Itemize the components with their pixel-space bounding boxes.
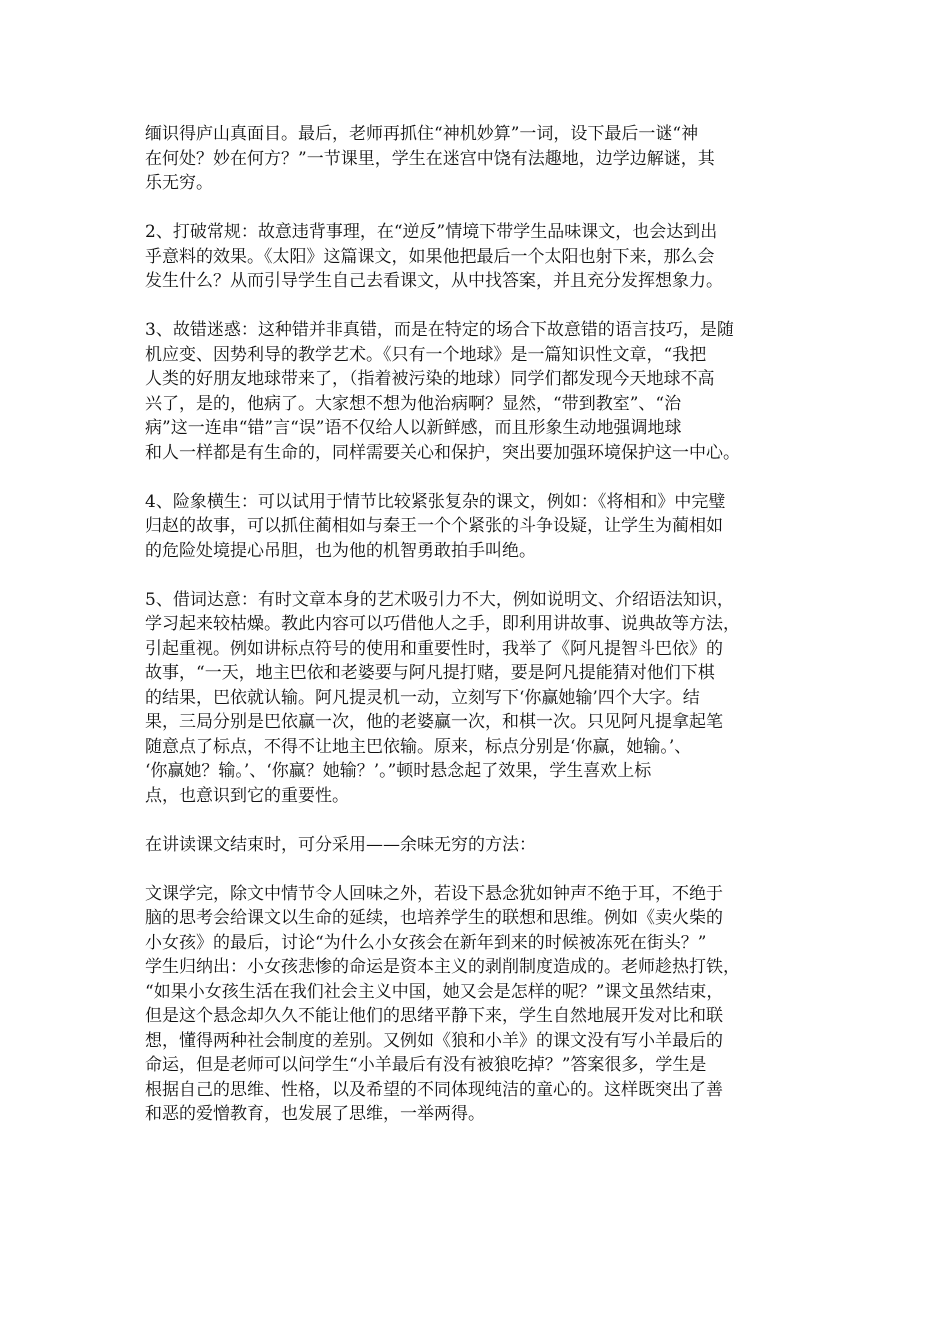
paragraph-5 bbox=[145, 588, 805, 809]
paragraph-1 bbox=[145, 122, 805, 196]
paragraph-7 bbox=[145, 882, 805, 1127]
paragraph-2 bbox=[145, 220, 805, 294]
text-line: 的结果，巴依就认输。阿凡提灵机一动，立刻写下‘你赢她输’四个大字。结 bbox=[145, 687, 700, 708]
document-page bbox=[145, 122, 805, 1151]
text-line: 但是这个悬念却久久不能让他们的思绪平静下来，学生自然地展开发对比和联 bbox=[145, 1006, 723, 1026]
text-line: 脑的思考会给课文以生命的延续，也培养学生的联想和思维。例如《卖火柴的 bbox=[145, 908, 723, 928]
text-line: 病”这一连串“错”言“误”语不仅给人以新鲜感，而且形象生动地强调地球 bbox=[145, 418, 682, 438]
text-line: 想，懂得两种社会制度的差别。又例如《狼和小羊》的课文没有写小羊最后的 bbox=[145, 1030, 723, 1051]
paragraph-6 bbox=[145, 833, 805, 858]
text-line: 3、故错迷惑：这种错并非真错，而是在特定的场合下故意错的语言技巧，是随 bbox=[145, 320, 734, 340]
text-line: 点，也意识到它的重要性。 bbox=[145, 785, 349, 806]
text-line: 4、险象横生：可以试用于情节比较紧张复杂的课文，例如：《将相和》中完璧 bbox=[145, 491, 726, 512]
text-line: 和人一样都是有生命的，同样需要关心和保护，突出要加强环境保护这一中心。 bbox=[145, 442, 740, 463]
paragraph-3 bbox=[145, 318, 805, 465]
text-line: 学习起来较枯燥。教此内容可以巧借他人之手，即利用讲故事、说典故等方法， bbox=[145, 614, 740, 634]
text-line: 引起重视。例如讲标点符号的使用和重要性时，我举了《阿凡提智斗巴依》的 bbox=[145, 638, 723, 659]
text-line: 在何处？妙在何方？”一节课里，学生在迷宫中饶有法趣地，边学边解谜，其 bbox=[145, 148, 715, 169]
text-line: 小女孩》的最后，讨论“为什么小女孩会在新年到来的时候被冻死在街头？” bbox=[145, 932, 707, 953]
text-line: 5、借词达意：有时文章本身的艺术吸引力不大，例如说明文、介绍语法知识， bbox=[145, 589, 734, 610]
text-line: 2、打破常规：故意违背事理，在“逆反”情境下带学生品味课文，也会达到出 bbox=[145, 222, 718, 242]
text-line: ‘你赢她？输。’、‘你赢？她输？’。”顿时悬念起了效果，学生喜欢上标 bbox=[145, 761, 652, 781]
text-line: 和恶的爱憎教育，也发展了思维，一举两得。 bbox=[145, 1104, 485, 1124]
text-line: 人类的好朋友地球带来了，（指着被污染的地球）同学们都发现今天地球不高 bbox=[145, 369, 715, 389]
text-line: 的危险处境提心吊胆，也为他的机智勇敢拍手叫绝。 bbox=[145, 540, 536, 561]
text-line: 乎意料的效果。《太阳》这篇课文，如果他把最后一个太阳也射下来，那么会 bbox=[145, 246, 715, 267]
paragraph-4 bbox=[145, 490, 805, 564]
text-line: 归赵的故事，可以抓住蔺相如与秦王一个个紧张的斗争设疑，让学生为蔺相如 bbox=[145, 516, 723, 536]
text-line: 随意点了标点，不得不让地主巴依输。原来，标点分别是‘你赢，她输。’、 bbox=[145, 736, 692, 757]
text-line: 故事，“一天，地主巴依和老婆要与阿凡提打赌，要是阿凡提能猜对他们下棋 bbox=[145, 663, 715, 683]
text-line: 学生归纳出：小女孩悲惨的命运是资本主义的剥削制度造成的。老师趁热打铁， bbox=[145, 957, 740, 977]
text-line: 乐无穷。 bbox=[145, 173, 213, 193]
text-line: “如果小女孩生活在我们社会主义中国，她又会是怎样的呢？”课文虽然结束， bbox=[145, 981, 724, 1002]
text-line: 发生什么？从而引导学生自己去看课文，从中找答案，并且充分发挥想象力。 bbox=[145, 271, 723, 291]
text-line: 缅识得庐山真面目。最后，老师再抓住“神机妙算”一词，设下最后一谜“神 bbox=[145, 124, 699, 144]
text-line: 兴了，是的，他病了。大家想不想为他治病啊？显然，“带到教室”、“治 bbox=[145, 393, 682, 414]
text-line: 在讲读课文结束时，可分采用——余味无穷的方法： bbox=[145, 834, 536, 855]
text-line: 命运，但是老师可以问学生“小羊最后有没有被狼吃掉？”答案很多，学生是 bbox=[145, 1055, 707, 1075]
text-line: 文课学完，除文中情节令人回味之外，若设下悬念犹如钟声不绝于耳，不绝于 bbox=[145, 883, 723, 904]
text-line: 根据自己的思维、性格，以及希望的不同体现纯洁的童心的。这样既突出了善 bbox=[145, 1079, 723, 1100]
text-line: 果，三局分别是巴依赢一次，他的老婆赢一次，和棋一次。只见阿凡提拿起笔 bbox=[145, 712, 723, 732]
text-line: 机应变、因势利导的教学艺术。《只有一个地球》是一篇知识性文章，“我把 bbox=[145, 344, 707, 365]
